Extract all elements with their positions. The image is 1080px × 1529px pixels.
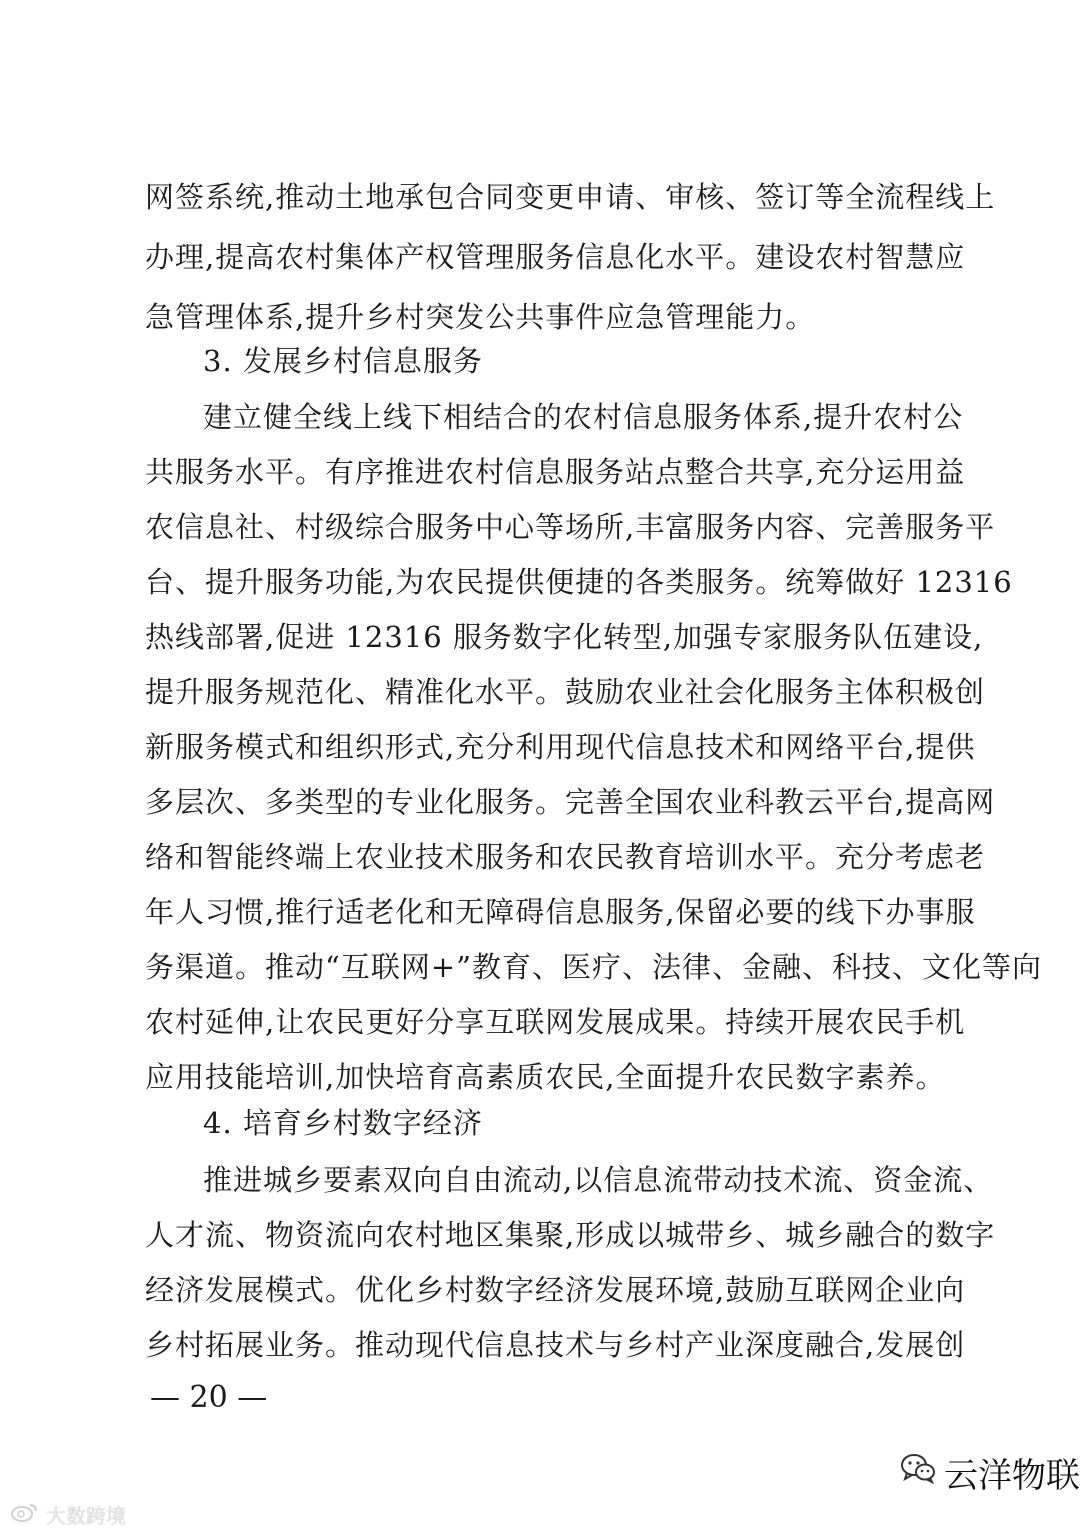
- body-text-line: 急管理体系,提升乡村突发公共事件应急管理能力。: [145, 300, 816, 334]
- body-text-line: 应用技能培训,加快培育高素质农民,全面提升农民数字素养。: [145, 1060, 946, 1094]
- body-text-line: 台、提升服务功能,为农民提供便捷的各类服务。统筹做好 12316: [145, 565, 1013, 599]
- body-text-line: 推进城乡要素双向自由流动,以信息流带动技术流、资金流、: [203, 1163, 994, 1197]
- body-text-line: 热线部署,促进 12316 服务数字化转型,加强专家服务队伍建设,: [145, 620, 984, 654]
- wechat-account-name: 云洋物联: [944, 1456, 1080, 1496]
- page-number: — 20 —: [150, 1380, 268, 1415]
- body-text-line: 农村延伸,让农民更好分享互联网发展成果。持续开展农民手机: [145, 1005, 966, 1039]
- body-text-line: 农信息社、村级综合服务中心等场所,丰富服务内容、完善服务平: [145, 510, 996, 544]
- body-text-line: 共服务水平。有序推进农村信息服务站点整合共享,充分运用益: [145, 455, 966, 489]
- body-text-line: 新服务模式和组织形式,充分利用现代信息技术和网络平台,提供: [145, 730, 976, 764]
- body-text-line: 多层次、多类型的专业化服务。完善全国农业科教云平台,提高网: [145, 785, 996, 819]
- body-text-line: 人才流、物资流向农村地区集聚,形成以城带乡、城乡融合的数字: [145, 1218, 996, 1252]
- weibo-icon: [10, 1502, 40, 1527]
- section-heading: 4. 培育乡村数字经济: [203, 1106, 483, 1140]
- weibo-account-name: 大数跨境: [46, 1504, 126, 1528]
- section-heading: 3. 发展乡村信息服务: [203, 344, 483, 378]
- wechat-watermark: [900, 1448, 1080, 1497]
- wechat-icon: [900, 1452, 936, 1493]
- body-text-line: 络和智能终端上农业技术服务和农民教育培训水平。充分考虑老: [145, 840, 986, 874]
- body-text-line: 经济发展模式。优化乡村数字经济发展环境,鼓励互联网企业向: [145, 1273, 966, 1307]
- body-text-line: 建立健全线上线下相结合的农村信息服务体系,提升农村公: [203, 400, 964, 434]
- body-text-line: 年人习惯,推行适老化和无障碍信息服务,保留必要的线下办事服: [145, 895, 976, 929]
- weibo-watermark: [10, 1500, 126, 1529]
- body-text-line: 务渠道。推动“互联网+”教育、医疗、法律、金融、科技、文化等向: [145, 950, 1042, 984]
- body-text-line: 乡村拓展业务。推动现代信息技术与乡村产业深度融合,发展创: [145, 1328, 966, 1362]
- body-text-line: 提升服务规范化、精准化水平。鼓励农业社会化服务主体积极创: [145, 675, 986, 709]
- body-text-line: 办理,提高农村集体产权管理服务信息化水平。建设农村智慧应: [145, 240, 966, 274]
- body-text-line: 网签系统,推动土地承包合同变更申请、审核、签订等全流程线上: [145, 180, 996, 214]
